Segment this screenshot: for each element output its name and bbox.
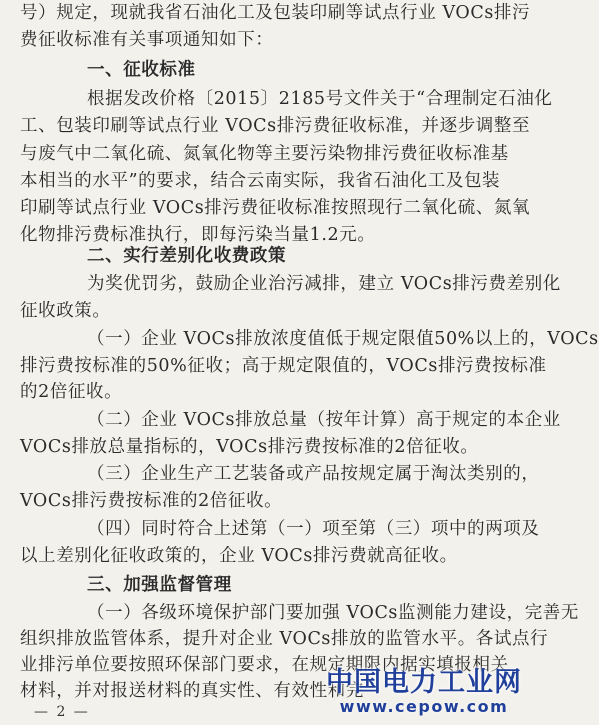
text-line: 排污费按标准的50%征收；高于规定限值的，VOCs排污费按标准: [20, 356, 547, 376]
text-line: 以上差别化征收政策的，企业 VOCs排污费就高征收。: [20, 546, 458, 566]
text-line: 组织排放监管体系，提升对企业 VOCs排放的监管水平。各试点行: [20, 629, 549, 649]
text-line: 根据发改价格〔2015〕2185号文件关于“合理制定石油化: [87, 89, 553, 109]
watermark-url: www.cepow.com: [339, 697, 509, 716]
text-line: （四）同时符合上述第（一）项至第（三）项中的两项及: [87, 519, 540, 539]
text-line: 化物排污费标准执行，即每污染当量1.2元。: [20, 225, 376, 245]
watermark-title: 中国电力工业网: [326, 667, 522, 698]
text-line: 本相当的水平”的要求，结合云南实际，我省石油化工及包装: [20, 171, 501, 191]
text-line: 号）规定，现就我省石油化工及包装印刷等试点行业 VOCs排污: [20, 3, 531, 23]
text-line: 材料，并对报送材料的真实性、有效性和完: [20, 681, 364, 701]
text-line: VOCs排污费按标准的2倍征收。: [20, 491, 283, 511]
text-line: 费征收标准有关事项通知如下：: [20, 30, 274, 50]
text-line: 与废气中二氧化硫、氮氧化物等主要污染物排污费征收标准基: [20, 144, 509, 164]
site-watermark: [326, 660, 522, 716]
text-line: （二）企业 VOCs排放总量（按年计算）高于规定的本企业: [87, 410, 561, 430]
section-heading: 二、实行差别化收费政策: [87, 246, 287, 266]
section-heading: 三、加强监督管理: [87, 575, 232, 595]
text-line: 为奖优罚劣，鼓励企业治污减排，建立 VOCs排污费差别化: [87, 274, 561, 294]
text-line: 工、包装印刷等试点行业 VOCs排污费征收标准，并逐步调整至: [20, 116, 531, 136]
section-heading: 一、征收标准: [87, 60, 196, 80]
text-line: 印刷等试点行业 VOCs排污费征收标准按照现行二氧化硫、氮氧: [20, 198, 531, 218]
text-line: （三）企业生产工艺装备或产品按规定属于淘汰类别的，: [87, 464, 540, 484]
text-line: 的2倍征收。: [20, 382, 123, 402]
page-number: — 2 —: [34, 704, 90, 720]
text-line: 征收政策。: [20, 301, 111, 321]
text-line: （一）各级环境保护部门要加强 VOCs监测能力建设，完善无: [87, 603, 580, 623]
text-line: 业排污单位要按照环保部门要求，在规定期限内据实填报相关: [20, 655, 509, 675]
text-line: （一）企业 VOCs排放浓度值低于规定限值50%以上的，VOCs: [87, 329, 599, 349]
text-line: VOCs排放总量指标的，VOCs排污费按标准的2倍征收。: [20, 437, 479, 457]
